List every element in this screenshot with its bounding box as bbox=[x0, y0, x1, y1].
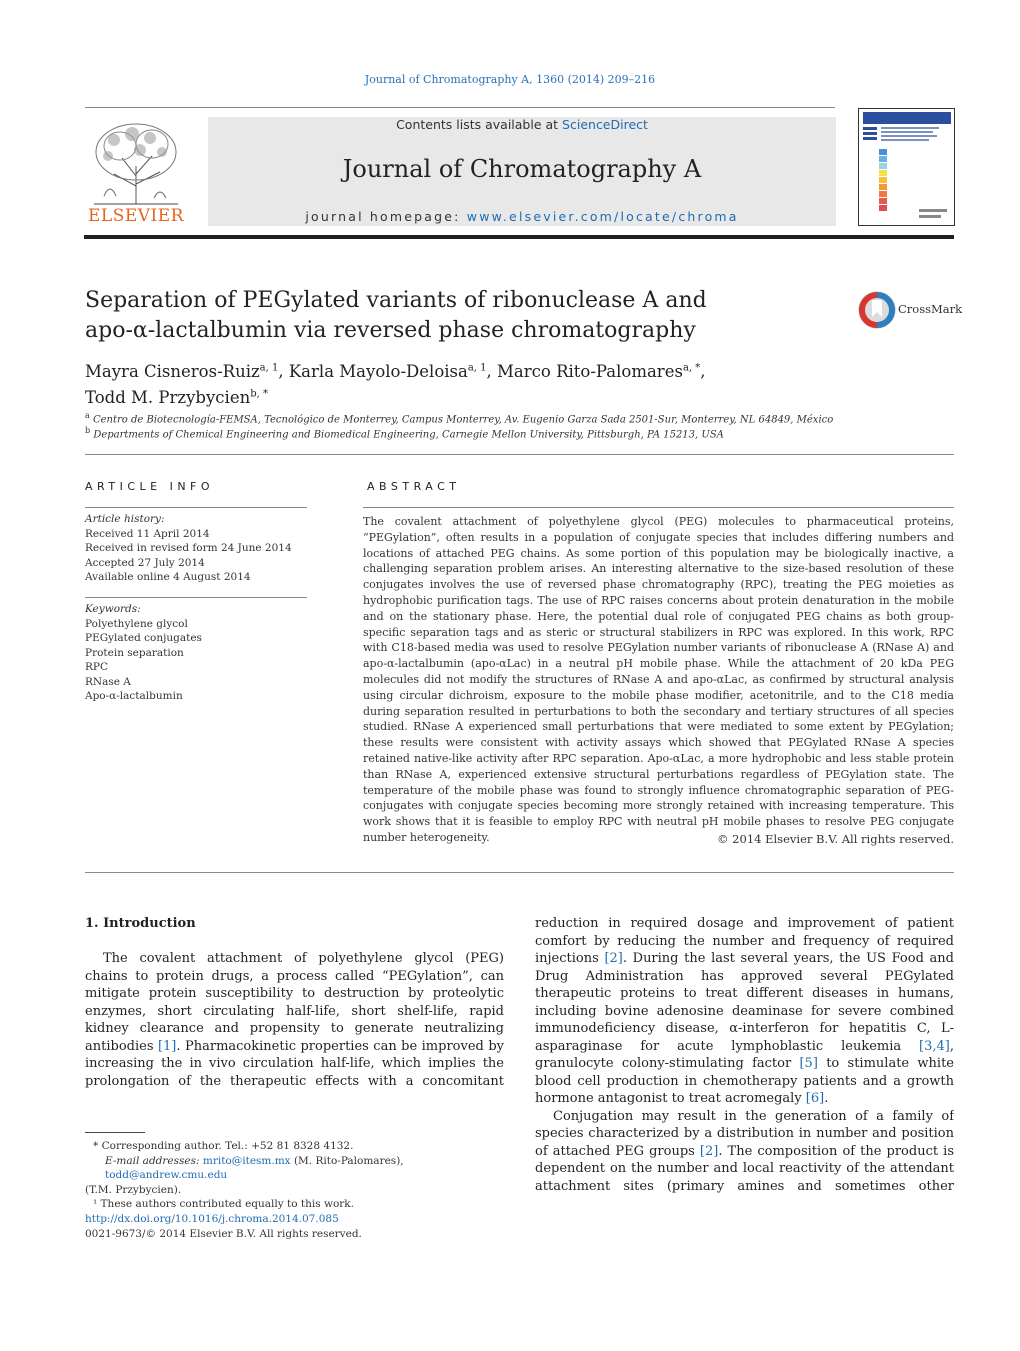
contents-line bbox=[208, 117, 836, 132]
journal-title: Journal of Chromatography A bbox=[342, 155, 702, 183]
homepage-prefix: journal homepage: bbox=[305, 209, 467, 224]
abstract-heading: ABSTRACT bbox=[367, 480, 461, 493]
article-info-heading: ARTICLE INFO bbox=[85, 480, 215, 493]
keyword: Apo-α-lactalbumin bbox=[85, 690, 183, 702]
reference-link[interactable]: [6] bbox=[805, 1091, 825, 1106]
affiliation-a: $^a$ Centro de Biotecnología-FEMSA, Tecnológico de Monterrey, Campus Monterrey, Av. Eugenio Garza Sada 2501-Sur, Monterrey, NL 64849, México bbox=[85, 411, 834, 426]
email-owner-przybycien: (T.M. Przybycien). bbox=[85, 1183, 182, 1196]
abstract-rule bbox=[363, 507, 954, 508]
abstract-bottom-rule bbox=[85, 872, 954, 873]
affiliation-rule bbox=[85, 454, 954, 455]
reference-link[interactable]: [1] bbox=[157, 1038, 177, 1054]
homepage-link[interactable]: www.elsevier.com/locate/chroma bbox=[466, 209, 739, 224]
journal-citation[interactable]: Journal of Chromatography A, 1360 (2014) 209–216 bbox=[364, 73, 656, 86]
reference-link[interactable]: [2] bbox=[699, 1143, 719, 1159]
text-run: The covalent attachment of polyethylene glycol (PEG) chains to protein drugs, a process called “PEGylation”, can mitigate protein susceptibility to destruction by proteolytic enzymes, short circulating half-life, short shelf-life, rapid kidney clearance and propensity to generate neutralizing antibodies bbox=[85, 951, 504, 1054]
keywords-label: Keywords: bbox=[85, 603, 141, 615]
author[interactable]: Mayra Cisneros-Ruiz$^{a, 1}$ bbox=[85, 361, 279, 381]
crossmark-badge[interactable] bbox=[858, 290, 963, 330]
article-history bbox=[85, 512, 307, 585]
author[interactable]: Todd M. Przybycien$^{b, *}$ bbox=[85, 388, 268, 407]
affiliation-b: $^b$ Departments of Chemical Engineering and Biomedical Engineering, Carnegie Mellon University, Pittsburgh, PA 15213, USA bbox=[85, 426, 724, 441]
elsevier-wordmark: ELSEVIER bbox=[88, 206, 184, 226]
history-accepted: Accepted 27 July 2014 bbox=[85, 556, 205, 569]
history-label: Article history: bbox=[85, 513, 165, 525]
journal-homepage bbox=[208, 209, 836, 224]
email-link-przybycien[interactable]: todd@andrew.cmu.edu bbox=[105, 1169, 228, 1181]
intro-column-left bbox=[85, 950, 504, 1090]
article-identifiers bbox=[85, 1212, 505, 1241]
journal-cover-icon bbox=[859, 109, 954, 225]
footnote-emails bbox=[85, 1154, 505, 1183]
text-run: reduction in required dosage and improvement of patient comfort by reducing the number and frequency of required injections bbox=[535, 916, 954, 966]
masthead-rule bbox=[84, 235, 954, 239]
history-revised: Received in revised form 24 June 2014 bbox=[85, 542, 292, 554]
reference-link[interactable]: [5] bbox=[799, 1056, 818, 1071]
email-owner-rito: (M. Rito-Palomares), bbox=[290, 1154, 404, 1167]
reference-link[interactable]: [3,4] bbox=[919, 1038, 950, 1054]
text-run: Conjugation may result in the generation of a family of species characterized by a distribution in number and position of attached PEG groups bbox=[535, 1108, 954, 1159]
intro-paragraph-1 bbox=[85, 950, 504, 1090]
abstract-text: The covalent attachment of polyethylene glycol (PEG) molecules to pharmaceutical proteins, “PEGylation”, often results in a population of conjugate species that includes differing numbers and locations of attached PEG chains. As some portion of this population may be biologically inactive, a challenging separation problem arises. An interesting alternative to the size-based resolution of these conjugates involves the use of reversed phase chromatography (RPC), treating the PEG moieties as hydrophobic purification tags. The use of RPC raises concerns about protein denaturation in the mobile and on the stationary phase. Here, the potential dual role of conjugated PEG chains as both group-specific separation tags and as steric or structural stabilizers in RPC was explored. In this work, RPC with C18-based media was used to resolve PEGylation number variants of ribonuclease A (RNase A) and apo-α-lactalbumin (apo-αLac) in a neutral pH mobile phase. While the attachment of 20 kDa PEG molecules did not modify the structures of RNase A and apo-αLac, as confirmed by structural analysis using circular dichroism, exposure to the mobile phase modifier, acetonitrile, and to the C18 media during separation resulted in perturbations to both the secondary and tertiary structures of all species studied. RNase A experienced small perturbations that were mediated to some extent by PEGylation; these results were consistent with activity assays which showed that PEGylated RNase A species retained native-like activity after RPC separation. Apo-αLac, a more hydrophobic and less stable protein than RNase A, experienced extensive structural perturbations regardless of PEGylation state. The temperature of the mobile phase was found to strongly influence chromatographic separation of PEG-conjugates with conjugate species becoming more strongly retained with increasing temperature. This work shows that it is feasible to employ RPC with neutral pH mobile phases to resolve PEG conjugate number heterogeneity. bbox=[363, 515, 954, 844]
text-run: . bbox=[824, 1091, 829, 1106]
text-run: to stimulate white blood cell production in chemotherapy patients and a growth hormone antagonist to treat acromegaly bbox=[535, 1056, 954, 1106]
intro-column-right bbox=[535, 915, 954, 1195]
footnote-rule bbox=[85, 1132, 145, 1133]
doi-link[interactable]: http://dx.doi.org/10.1016/j.chroma.2014.07.085 bbox=[85, 1213, 339, 1225]
paper-title bbox=[85, 286, 825, 346]
crossmark-label: CrossMark bbox=[898, 302, 963, 316]
issn-copyright: 0021-9673/© 2014 Elsevier B.V. All rights reserved. bbox=[85, 1227, 362, 1240]
elsevier-logo bbox=[84, 116, 188, 226]
author[interactable]: Marco Rito-Palomares$^{a, *}$ bbox=[497, 361, 701, 381]
keyword: Protein separation bbox=[85, 646, 184, 659]
crossmark-icon bbox=[858, 291, 896, 329]
journal-cover-thumbnail[interactable] bbox=[858, 108, 955, 226]
keywords bbox=[85, 602, 307, 704]
email-label: E-mail addresses: bbox=[105, 1154, 200, 1167]
keywords-rule bbox=[85, 597, 307, 598]
abstract-copyright: © 2014 Elsevier B.V. All rights reserved. bbox=[717, 832, 954, 846]
history-received: Received 11 April 2014 bbox=[85, 527, 210, 540]
footnote-corresponding: * Corresponding author. Tel.: +52 81 8328 4132. bbox=[93, 1140, 354, 1152]
keyword: RNase A bbox=[85, 675, 131, 688]
intro-paragraph-1-continued bbox=[535, 915, 954, 1108]
title-line-2: apo-α-lactalbumin via reversed phase chromatography bbox=[85, 318, 696, 343]
keyword: Polyethylene glycol bbox=[85, 617, 188, 630]
title-line-1: Separation of PEGylated variants of ribonuclease A and bbox=[85, 288, 707, 313]
author[interactable]: Karla Mayolo-Deloisa$^{a, 1}$ bbox=[288, 361, 487, 381]
text-run: . The composition of the product is dependent on the number and local reactivity of the attendant attachment sites (primary amines and sometimes other bbox=[535, 1143, 954, 1194]
text-run: . During the last several years, the US Food and Drug Administration has approved several PEGylated therapeutic proteins to treat different diseases in humans, including bovine adenosine deaminase for severe combined immunodeficiency disease, α-interferon for hepatitis C, L-asparaginase for acute lymphoblastic leukemia bbox=[535, 951, 954, 1054]
footnotes bbox=[85, 1139, 505, 1212]
header-rule bbox=[85, 107, 835, 108]
reference-link[interactable]: [2] bbox=[604, 951, 623, 966]
article-info-rule bbox=[85, 507, 307, 508]
text-run: . Pharmacokinetic properties can be improved by increasing the in vivo circulation half-life, which implies the prolongation of the therapeutic effects with a concomitant bbox=[85, 1038, 504, 1089]
intro-paragraph-2 bbox=[535, 1108, 954, 1196]
history-online: Available online 4 August 2014 bbox=[85, 571, 251, 583]
contents-prefix: Contents lists available at bbox=[396, 117, 563, 132]
email-link-rito[interactable]: mrito@itesm.mx bbox=[202, 1154, 291, 1167]
section-heading-introduction: 1. Introduction bbox=[85, 916, 196, 931]
keyword: PEGylated conjugates bbox=[85, 632, 202, 644]
footnote-equal-contribution: ¹ These authors contributed equally to this work. bbox=[93, 1198, 354, 1210]
author-list: Mayra Cisneros-Ruiz$^{a, 1}$, Karla Mayolo-Deloisa$^{a, 1}$, Marco Rito-Palomares$^{a, *}$, Todd M. Przybycien$^{b, *}$ bbox=[85, 361, 706, 407]
keyword: RPC bbox=[85, 661, 109, 673]
sciencedirect-link[interactable]: ScienceDirect bbox=[562, 117, 648, 132]
text-run: , granulocyte colony-stimulating factor bbox=[535, 1038, 954, 1071]
